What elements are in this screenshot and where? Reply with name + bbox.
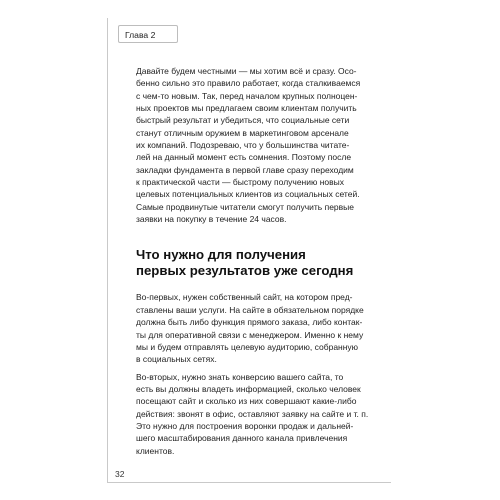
text-line: целевых потенциальных клиентов из социальных сетей. <box>136 189 360 200</box>
section-paragraph-1 <box>136 291 372 365</box>
text-line: их компаний. Подозреваю, что у большинства читате- <box>136 140 350 151</box>
section-heading <box>136 247 372 279</box>
text-line: Во-первых, нужен собственный сайт, на котором пред- <box>136 292 353 303</box>
page-content <box>136 65 372 457</box>
section-paragraph-2 <box>136 371 372 457</box>
text-line: ты для оперативной связи с менеджером. Именно к нему <box>136 329 364 340</box>
text-line: есть вы должны владеть информацией, сколько человек <box>136 383 361 394</box>
heading-line: первых результатов уже сегодня <box>136 263 354 279</box>
text-line: с чем-то новым. Так, перед началом крупных полноцен- <box>136 90 358 101</box>
text-line: быстрый результат и убедиться, что социальные сети <box>136 115 350 126</box>
heading-line: Что нужно для получения <box>136 247 306 263</box>
text-line: Это нужно для построения воронки продаж и дальней- <box>136 420 354 431</box>
text-line: к практической части — быстрому получению новых <box>136 177 345 188</box>
text-line: заявки на покупку в течение 24 часов. <box>136 214 287 225</box>
text-line: Во-вторых, нужно знать конверсию вашего сайта, то <box>136 371 344 382</box>
chapter-label: Глава 2 <box>118 25 178 43</box>
text-line: действия: звонят в офис, оставляют заявку на сайте и т. п. <box>136 408 369 419</box>
text-line: должна быть либо функция прямого заказа, либо контак- <box>136 317 363 328</box>
text-line: бенно сильно это правило работает, когда сталкиваемся <box>136 78 361 89</box>
text-line: мы и будем отправлять целевую аудиторию, собранную <box>136 341 359 352</box>
text-line: лей на данный момент есть сомнения. Поэтому после <box>136 152 352 163</box>
text-line: Самые продвинутые читатели смогут получить первые <box>136 201 355 212</box>
text-line: посещают сайт и сколько из них совершают какие-либо <box>136 396 357 407</box>
text-line: станут отличным оружием в маркетинговом арсенале <box>136 127 349 138</box>
text-line: в социальных сетях. <box>136 354 217 365</box>
text-line: шего масштабирования данного канала привлечения <box>136 433 348 444</box>
text-line: ставлены ваши услуги. На сайте в обязательном порядке <box>136 304 364 315</box>
page-number: 32 <box>115 469 125 479</box>
intro-paragraph <box>136 65 372 225</box>
text-line: закладки фундамента в первой главе сразу переходим <box>136 164 354 175</box>
text-line: клиентов. <box>136 445 175 456</box>
text-line: ных проектов мы предлагаем своим клиентам получить <box>136 103 357 114</box>
text-line: Давайте будем честными — мы хотим всё и сразу. Осо- <box>136 66 357 76</box>
